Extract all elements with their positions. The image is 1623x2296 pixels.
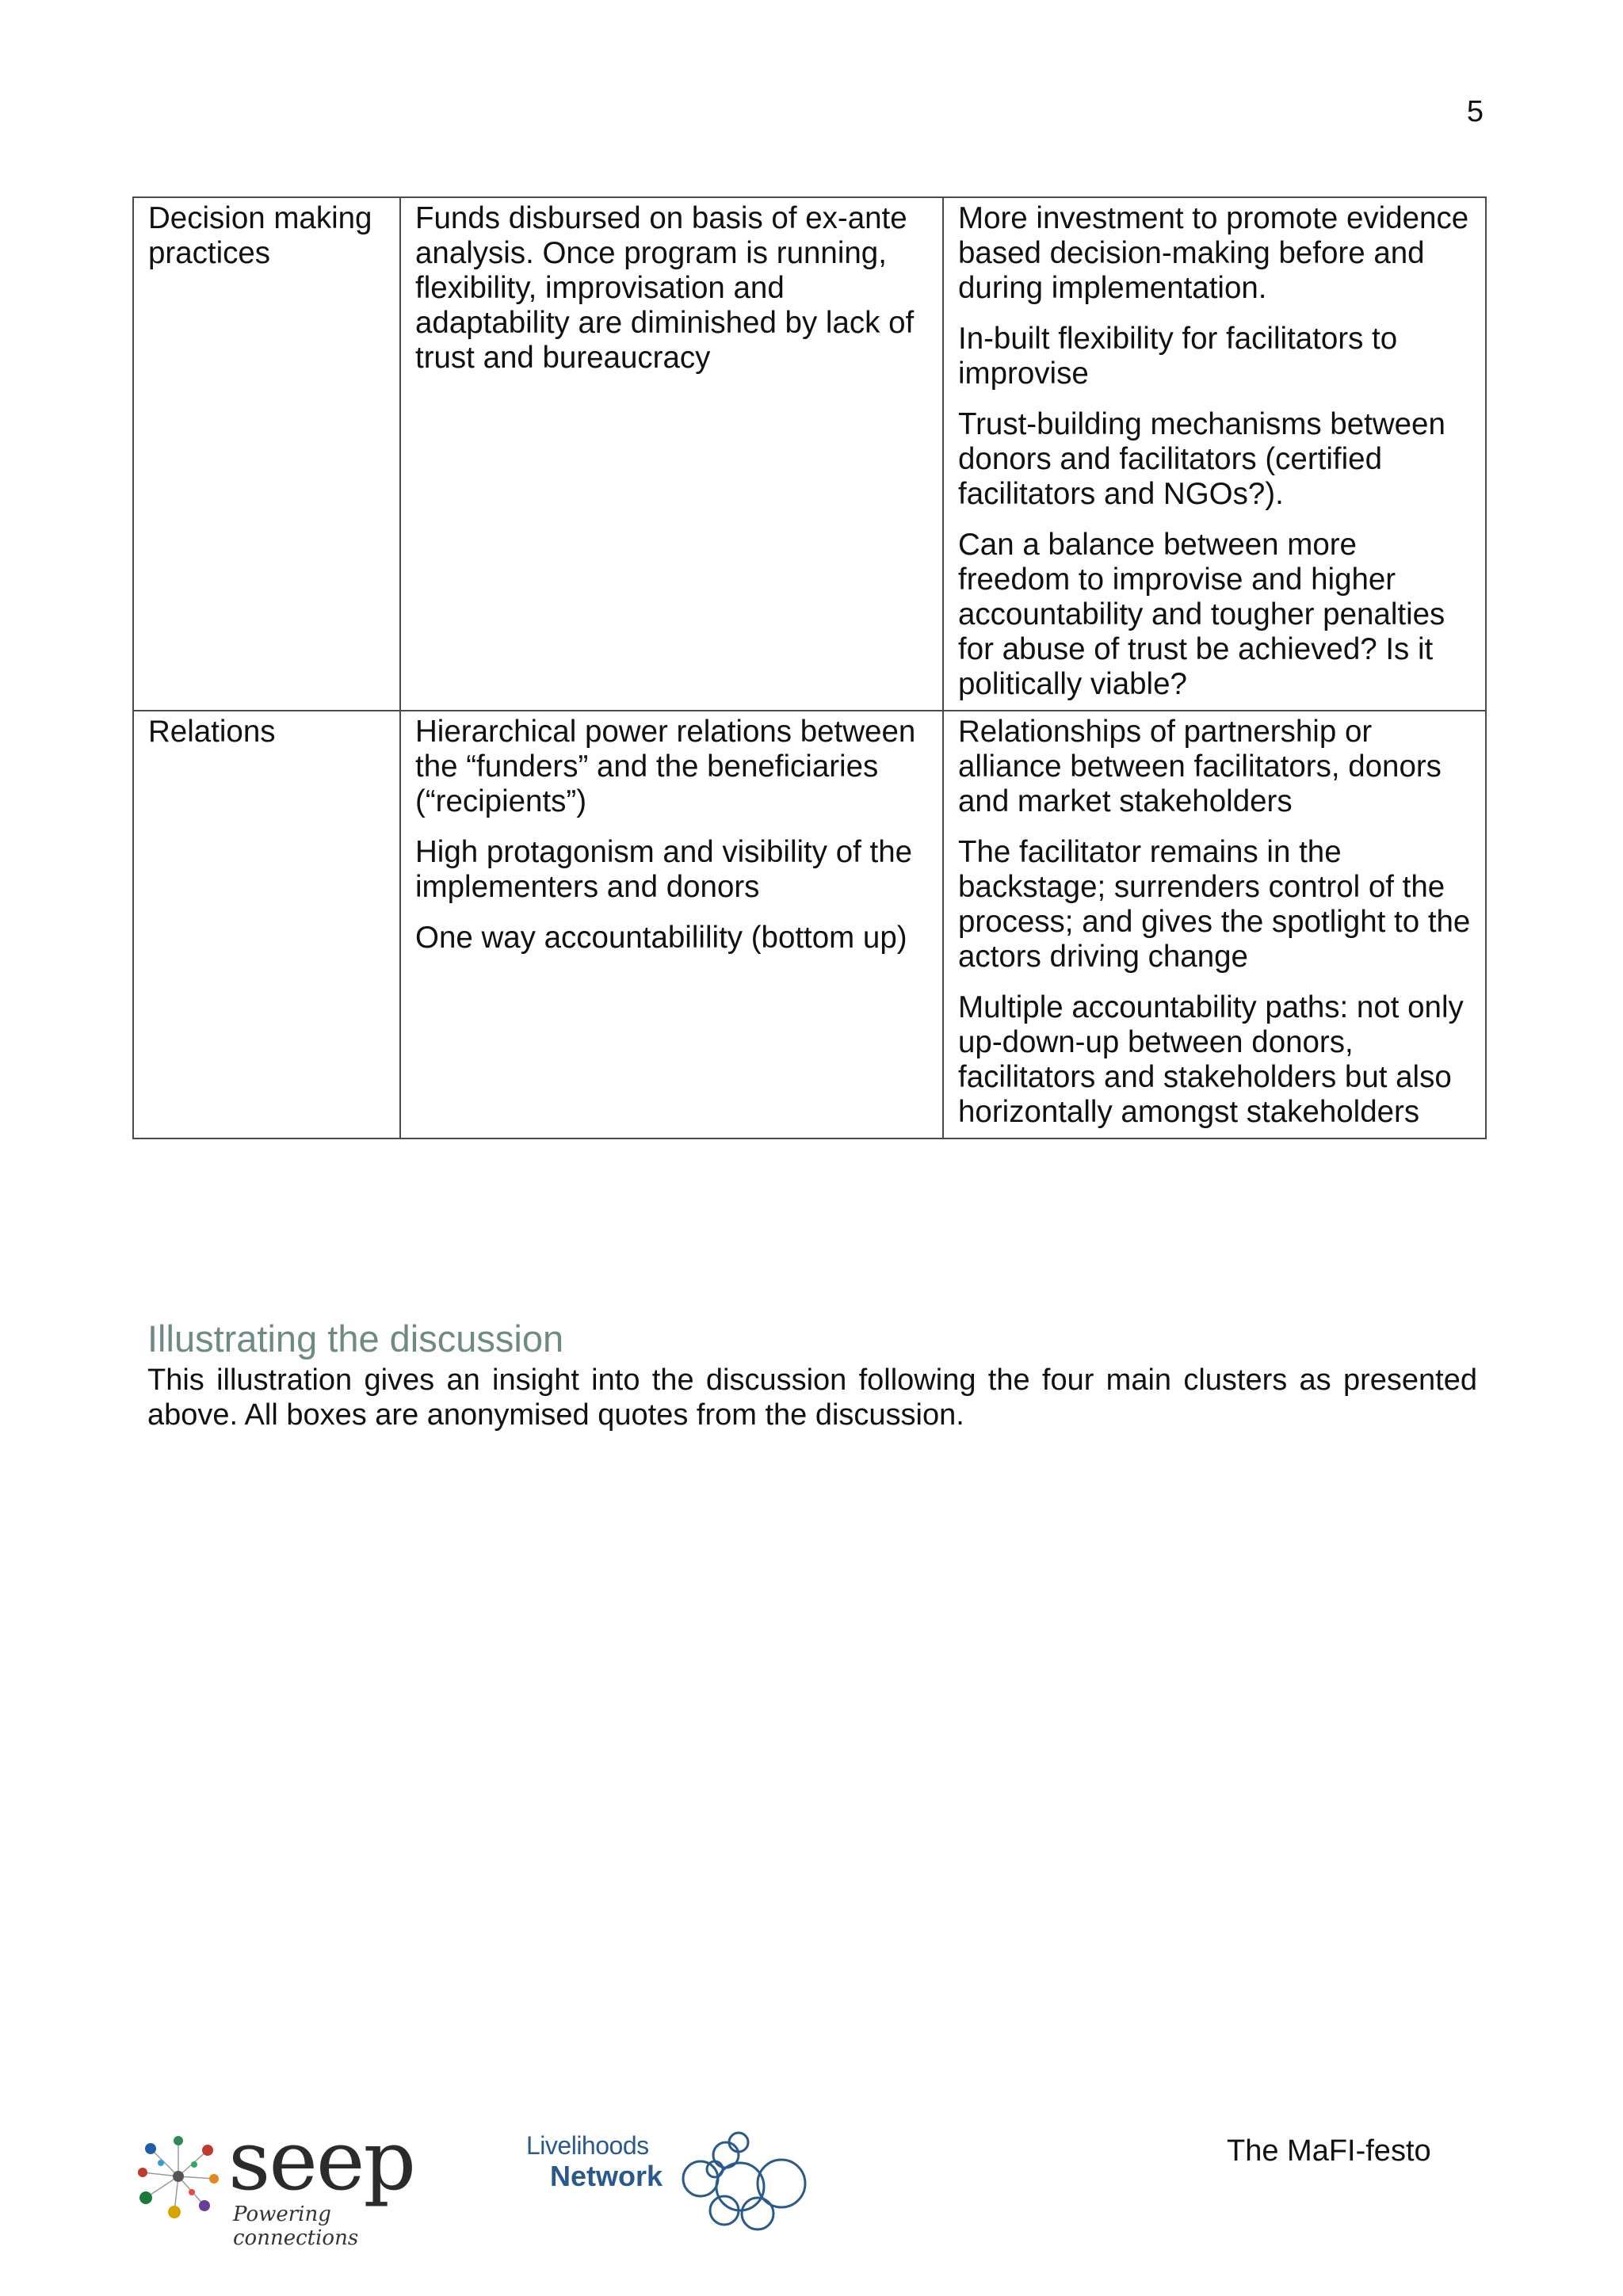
- row-label: Relations: [148, 715, 276, 749]
- current-paragraph: High protagonism and visibility of the implementers and donors: [415, 835, 913, 904]
- current-paragraph: Funds disbursed on basis of ex-ante analysis. Once program is running, flexibility, improvisation and adaptability are diminished by lack of trust and bureaucracy: [415, 201, 915, 375]
- table-row: [133, 711, 1486, 1138]
- livelihoods-network-logo: [526, 2123, 827, 2234]
- seep-dots-icon: [135, 2133, 222, 2220]
- seep-tagline: Powering connections: [233, 2203, 359, 2250]
- seep-wordmark: seep: [228, 2112, 415, 2209]
- proposed-paragraph: More investment to promote evidence based decision-making before and during implementation.: [958, 201, 1469, 305]
- proposed-practice-cell: [943, 711, 1486, 1138]
- lnet-line1: Livelihoods: [526, 2131, 649, 2160]
- current-paragraph: One way accountabilility (bottom up): [415, 921, 907, 955]
- footer-document-title: The MaFI-festo: [1227, 2134, 1431, 2168]
- current-practice-cell: [400, 711, 943, 1138]
- row-label-cell: [133, 711, 400, 1138]
- section-body: This illustration gives an insight into the discussion following the four main clusters as presented above. All boxes are anonymised quotes from the discussion.: [147, 1363, 1477, 1432]
- proposed-paragraph: Trust-building mechanisms between donors and facilitators (certified facilitators and NGOs?).: [958, 407, 1445, 511]
- current-practice-cell: [400, 197, 943, 711]
- proposed-paragraph: In-built flexibility for facilitators to improvise: [958, 322, 1398, 391]
- table-row: [133, 197, 1486, 711]
- lnet-line2: Network: [550, 2160, 663, 2192]
- proposed-paragraph: Multiple accountability paths: not only up-down-up between donors, facilitators and stakeholders but also horizontally amongst stakeholders: [958, 990, 1464, 1129]
- row-label-cell: [133, 197, 400, 711]
- proposed-practice-cell: [943, 197, 1486, 711]
- page-number: 5: [1466, 95, 1484, 128]
- seep-logo: [135, 2112, 436, 2250]
- comparison-table: [132, 196, 1487, 1139]
- proposed-paragraph: Can a balance between more freedom to improvise and higher accountability and tougher penalties for abuse of trust be achieved? Is it politically viable?: [958, 528, 1445, 701]
- lnet-circles-icon: [669, 2123, 827, 2234]
- row-label: Decision making practices: [148, 201, 372, 270]
- current-paragraph: Hierarchical power relations between the “funders” and the beneficiaries (“recipients”): [415, 715, 916, 818]
- section-heading: Illustrating the discussion: [147, 1318, 564, 1360]
- proposed-paragraph: The facilitator remains in the backstage; surrenders control of the process; and gives the spotlight to the actors driving change: [958, 835, 1471, 974]
- proposed-paragraph: Relationships of partnership or alliance between facilitators, donors and market stakeholders: [958, 715, 1442, 818]
